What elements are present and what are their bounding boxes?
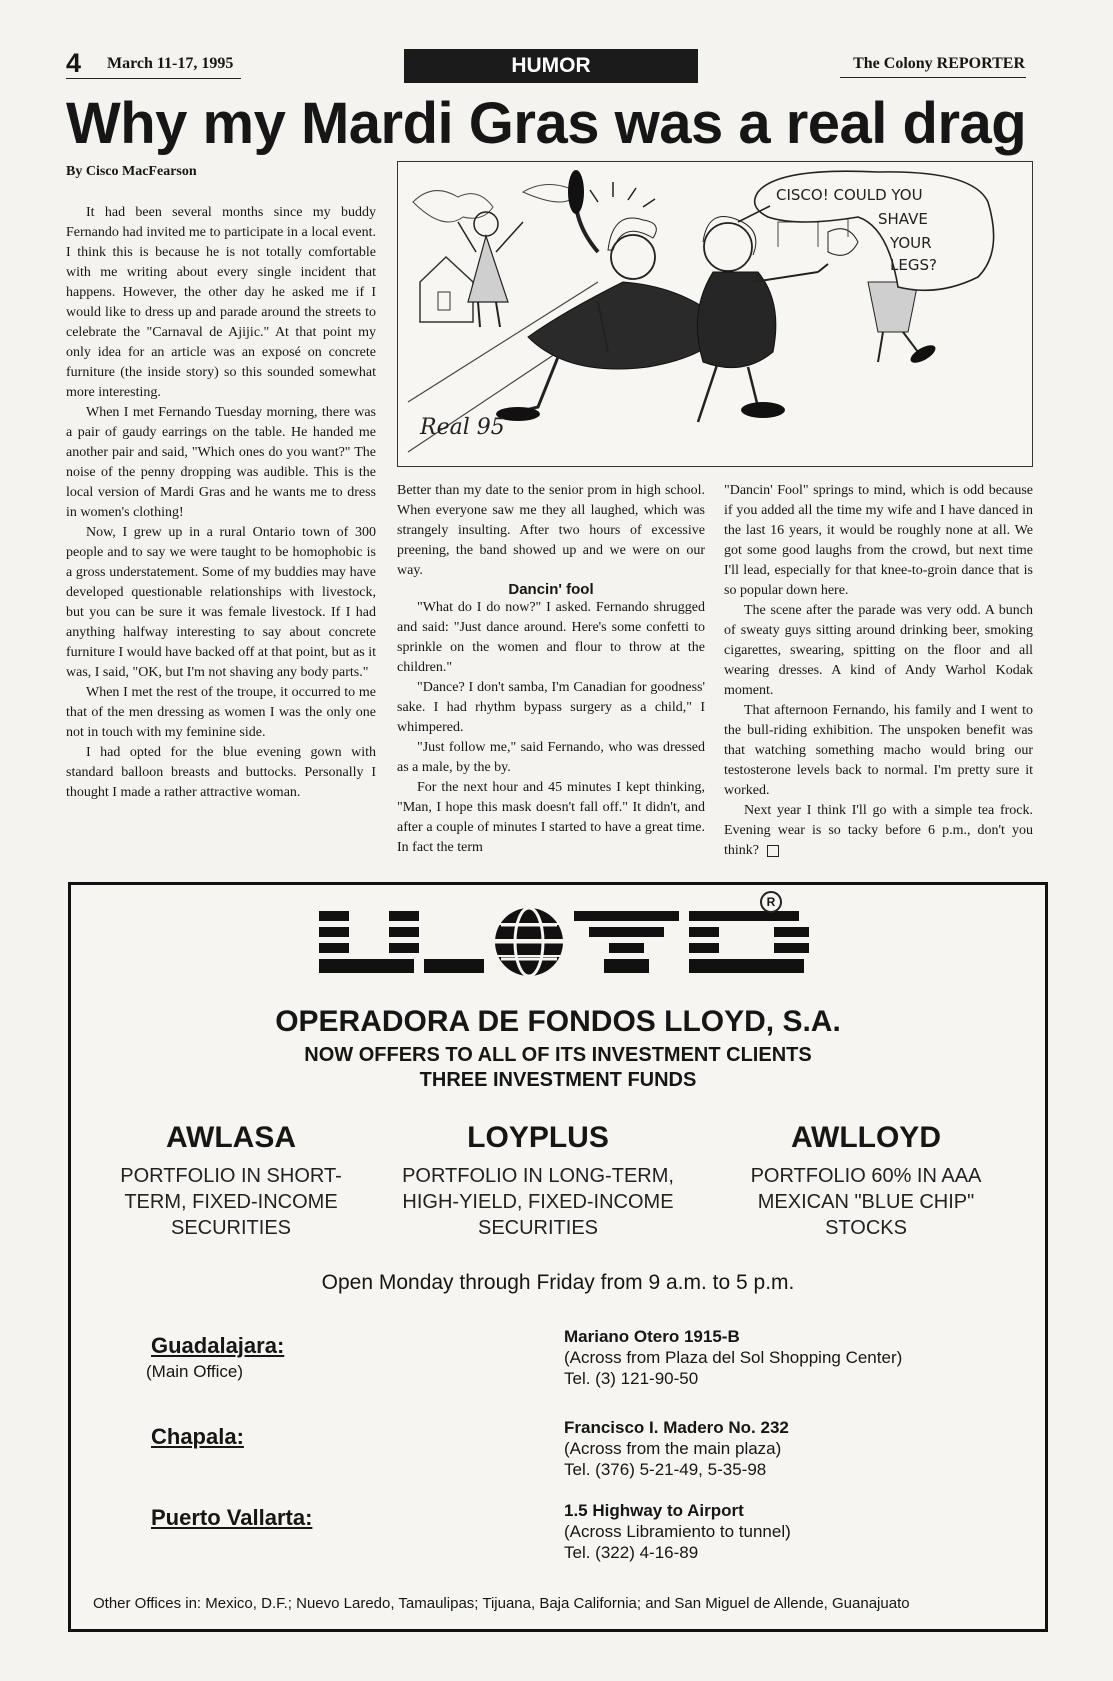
paragraph: "What do I do now?" I asked. Fernando shrugged and said: "Just dance around. Here's some confetti to sprinkle on the women and flour to throw at the children." bbox=[397, 600, 705, 675]
speech-line-3: YOUR bbox=[890, 234, 932, 252]
page-number: 4 bbox=[66, 48, 82, 78]
paragraph: For the next hour and 45 minutes I kept thinking, "Man, I hope this mask doesn't fall off." It didn't, and after a couple of minutes I started to have a great time. In fact the term bbox=[397, 780, 705, 855]
subhead: Dancin' fool bbox=[508, 581, 594, 598]
paragraph: That afternoon Fernando, his family and I went to the bull-riding exhibition. The unspoken benefit was that watching something macho would bring our testosterone levels back to normal. I'm pretty sure it worked. bbox=[724, 703, 1033, 798]
fund-awlasa bbox=[86, 1121, 376, 1241]
paragraph: "Just follow me," said Fernando, who was dressed as a male, by the by. bbox=[397, 740, 705, 775]
paragraph: "Dancin' Fool" springs to mind, which is odd because if you added all the time my wife and I have danced in the last 16 years, it would be roughly none at all. We got some good laughs from the crowd, but next time I'll lead, especially for that knee-to-groin dance that is so popular down here. bbox=[724, 483, 1033, 598]
fund-description: PORTFOLIO IN SHORT- TERM, FIXED-INCOME SECURITIES bbox=[120, 1165, 342, 1239]
cartoon-signature: Real 95 bbox=[420, 415, 505, 440]
ad-subtitle-line-2: THREE INVESTMENT FUNDS bbox=[419, 1069, 697, 1091]
fund-name: LOYPLUS bbox=[467, 1121, 609, 1154]
speech-line-1: CISCO! COULD YOU bbox=[776, 186, 923, 204]
opening-hours: Open Monday through Friday from 9 a.m. to 5 p.m. bbox=[321, 1271, 795, 1294]
paragraph bbox=[724, 801, 1033, 861]
paragraph: Better than my date to the senior prom in high school. When everyone saw me they all laughed, which was strangely insulting. After two hours of excessive preening, the band showed up and we were on our way. bbox=[397, 483, 705, 578]
paragraph: Now, I grew up in a rural Ontario town of 300 people and to say we were taught to be homophobic is a gross understatement. Some of my buddies may have developed questionable relationships with livestock, but you can be sure it was female livestock. If I had anything halfway interesting to say about concrete furniture I would have backed off at that point, but as it was, I said, "OK, but I'm not shaving any body parts." bbox=[66, 525, 376, 680]
paragraph: "Dance? I don't samba, I'm Canadian for goodness' sake. I had rhythm bypass surgery as a child," I whimpered. bbox=[397, 680, 705, 735]
article-column-2 bbox=[397, 481, 705, 858]
office-address: 1.5 Highway to Airport (Across Libramiento to tunnel) Tel. (322) 4-16-89 bbox=[564, 1501, 791, 1562]
office-address: Francisco I. Madero No. 232 (Across from the main plaza) Tel. (376) 5-21-49, 5-35-98 bbox=[564, 1418, 789, 1479]
paragraph: I had opted for the blue evening gown with standard balloon breasts and buttocks. Personally I thought I made a rather attractive woman. bbox=[66, 745, 376, 800]
ad-title: OPERADORA DE FONDOS LLOYD, S.A. bbox=[275, 1005, 841, 1038]
headline: Why my Mardi Gras was a real drag bbox=[66, 91, 1027, 156]
fund-awlloyd bbox=[721, 1121, 1011, 1241]
fund-loyplus bbox=[393, 1121, 683, 1241]
end-mark-icon bbox=[767, 845, 779, 857]
paragraph: It had been several months since my buddy Fernando had invited me to participate in a local event. I think this is because he is not totally comfortable with me writing about every single incident that happens. However, the other day he asked me if I would like to dress up and parade around the streets to celebrate the "Carnaval de Ajijic." At that point my only idea for an article was an exposé on concrete furniture (the inside story) so this sounded somewhat more interesting. bbox=[66, 205, 376, 400]
article-column-3 bbox=[724, 481, 1033, 861]
fund-name: AWLLOYD bbox=[791, 1121, 941, 1154]
speech-line-4: LEGS? bbox=[890, 256, 937, 274]
last-paragraph-text: Next year I think I'll go with a simple tea frock. Evening wear is so tacky before 6 p.m., don't you think? bbox=[724, 803, 1033, 858]
paragraph: When I met the rest of the troupe, it occurred to me that of the men dressing as women I was the only one not in touch with my feminine side. bbox=[66, 685, 376, 740]
paragraph: When I met Fernando Tuesday morning, there was a pair of gaudy earrings on the table. He handed me another pair and said, "Which ones do you want?" The noise of the penny dropping was audible. This is the local version of Mardi Gras and he wants me to dress in women's clothing! bbox=[66, 405, 376, 520]
other-offices: Other Offices in: Mexico, D.F.; Nuevo Laredo, Tamaulipas; Tijuana, Baja California; and San Miguel de Allende, Guanajuato bbox=[93, 1595, 910, 1612]
office-city: Puerto Vallarta: bbox=[151, 1505, 313, 1530]
issue-date: March 11-17, 1995 bbox=[107, 55, 234, 72]
fund-description: PORTFOLIO IN LONG-TERM, HIGH-YIELD, FIXED-INCOME SECURITIES bbox=[402, 1165, 674, 1239]
ad-subtitle bbox=[71, 1043, 1045, 1093]
newspaper-name: The Colony REPORTER bbox=[853, 55, 1025, 72]
paragraph: The scene after the parade was very odd. A bunch of sweaty guys sitting around drinking beer, smoking cigarettes, swearing, spitting on the floor and all wearing dresses. A kind of Andy Warhol Kodak moment. bbox=[724, 603, 1033, 698]
fund-description: PORTFOLIO 60% IN AAA MEXICAN "BLUE CHIP" STOCKS bbox=[750, 1165, 982, 1239]
office-city: Chapala: bbox=[151, 1424, 244, 1449]
header-rule-right bbox=[840, 77, 1026, 78]
ad-subtitle-line-1: NOW OFFERS TO ALL OF ITS INVESTMENT CLIENTS bbox=[304, 1044, 812, 1066]
cartoon-illustration bbox=[397, 161, 1033, 467]
office-note: (Main Office) bbox=[146, 1362, 243, 1381]
byline: By Cisco MacFearson bbox=[66, 164, 197, 179]
header-rule-left bbox=[66, 78, 241, 79]
lloyd-advertisement bbox=[68, 882, 1048, 1632]
lloyd-logo bbox=[319, 905, 809, 981]
registered-mark: R bbox=[760, 891, 782, 913]
article-column-1 bbox=[66, 203, 376, 803]
office-address: Mariano Otero 1915-B (Across from Plaza del Sol Shopping Center) Tel. (3) 121-90-50 bbox=[564, 1327, 903, 1388]
section-label: HUMOR bbox=[404, 49, 698, 83]
speech-line-2: SHAVE bbox=[878, 210, 928, 228]
office-city: Guadalajara: bbox=[151, 1333, 285, 1358]
fund-name: AWLASA bbox=[166, 1121, 296, 1154]
